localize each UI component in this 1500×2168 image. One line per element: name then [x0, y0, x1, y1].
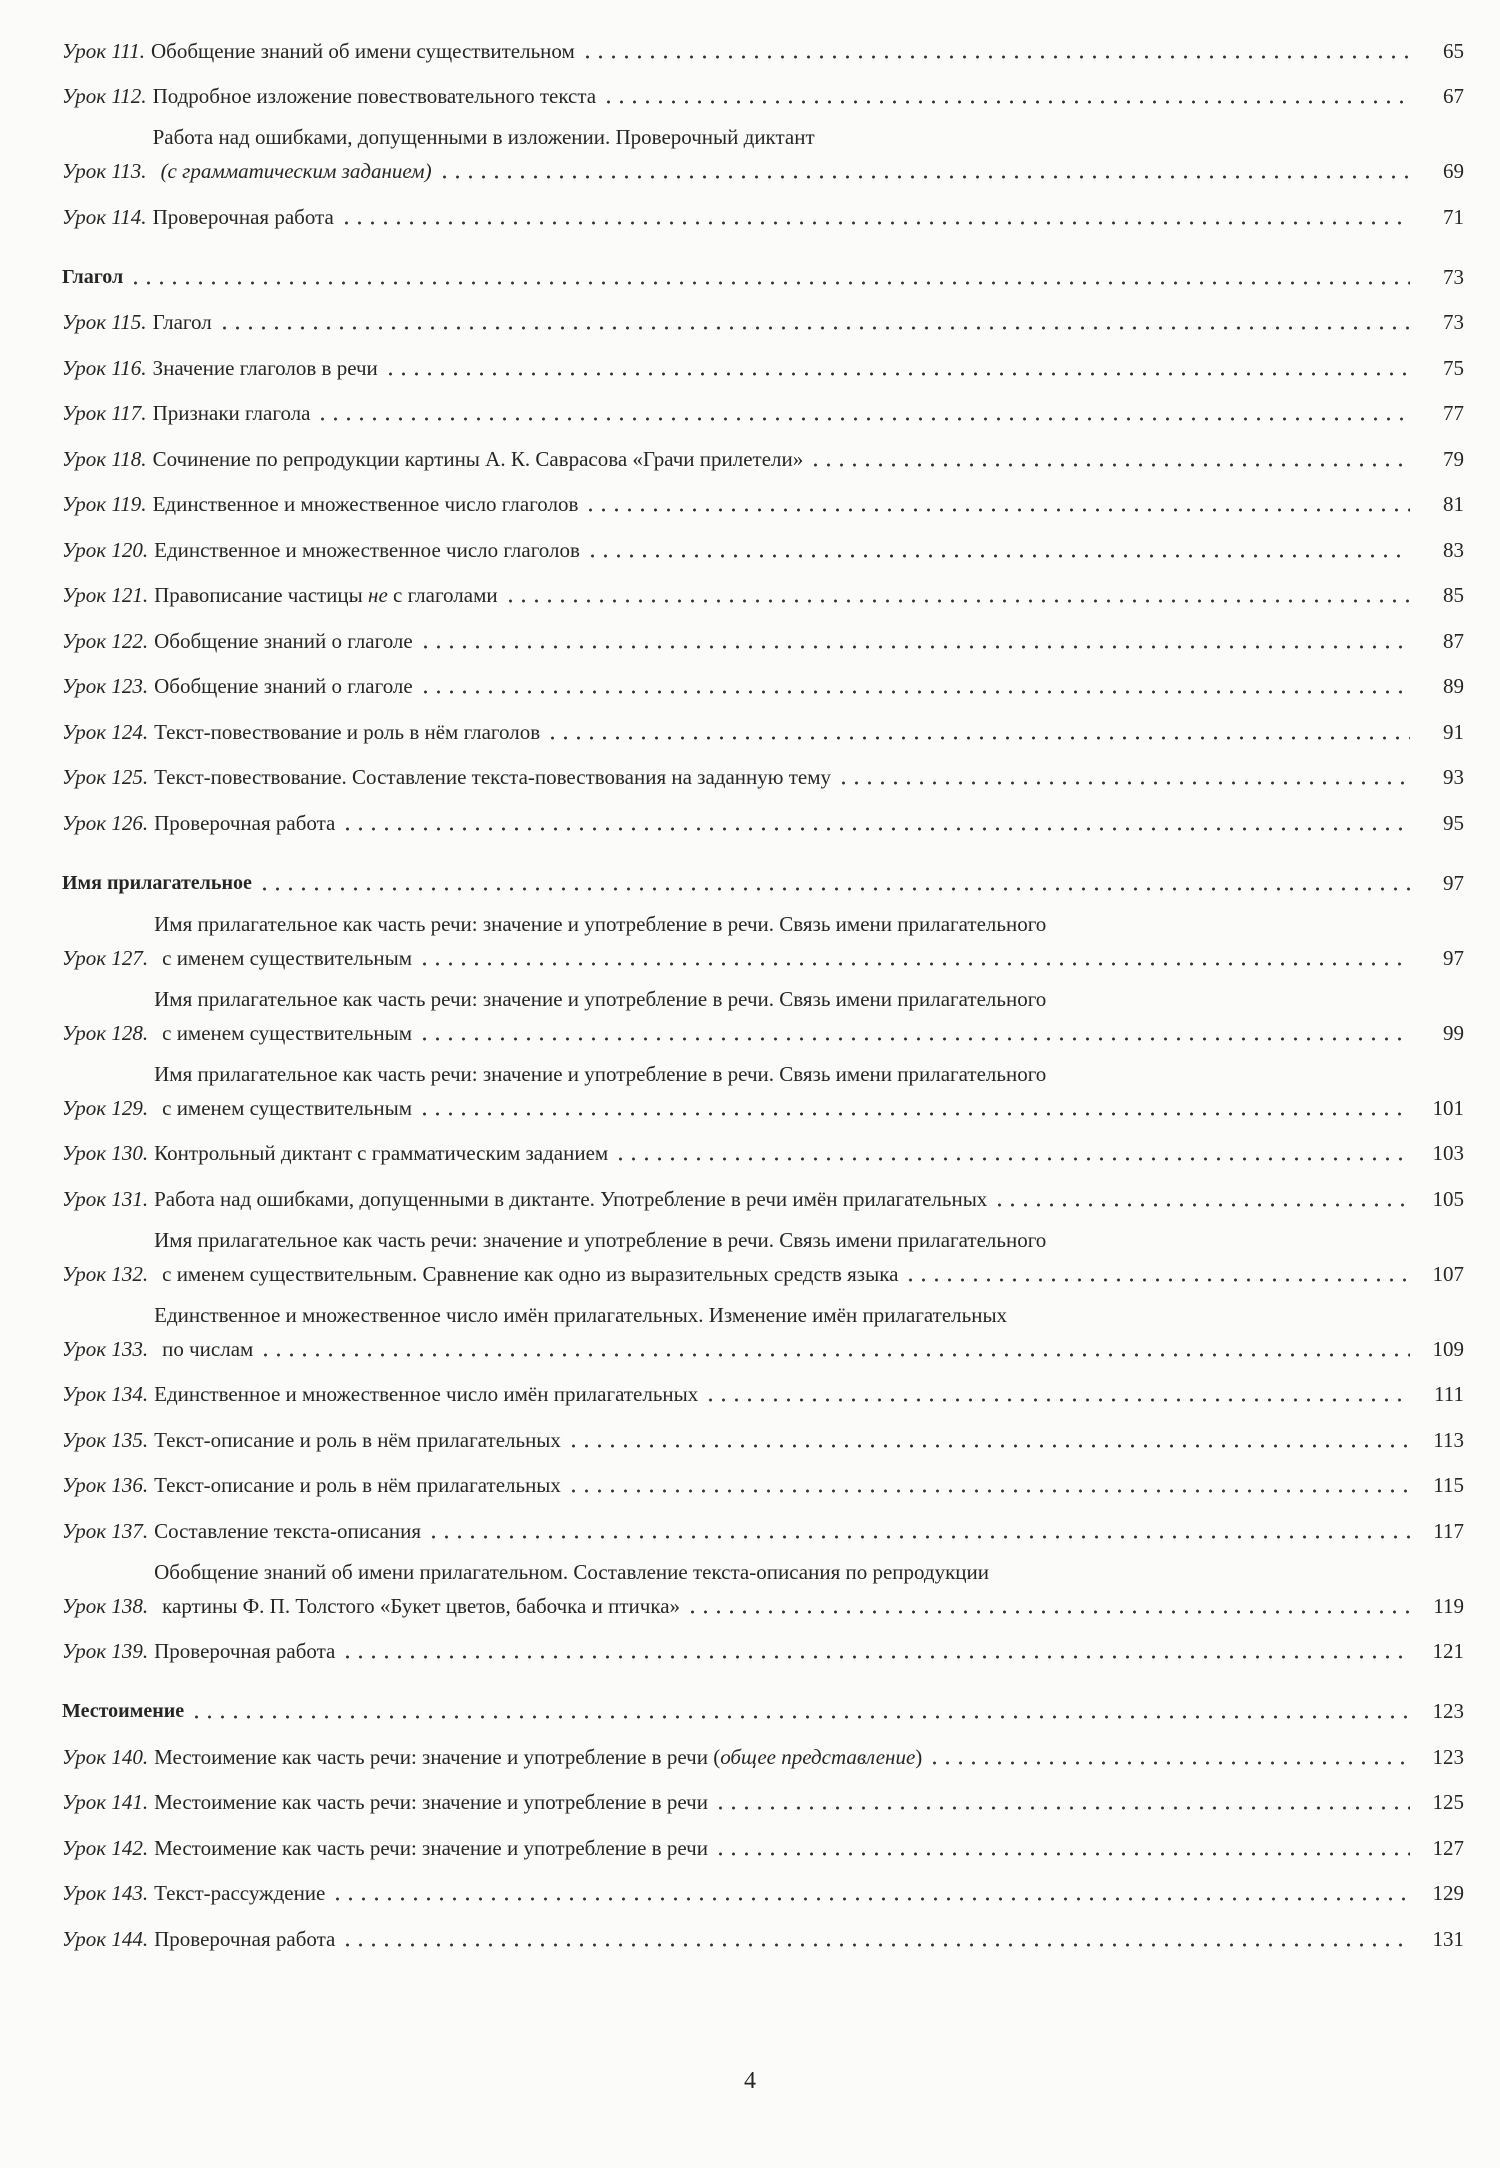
toc-entry: [62, 521, 1464, 567]
dot-leader: [341, 1653, 1410, 1661]
toc-entry: [62, 1502, 1464, 1548]
lesson-label: Урок 121.: [62, 583, 149, 607]
toc-entry: [62, 1865, 1464, 1911]
page-ref: 67: [1443, 84, 1464, 108]
lesson-label: Урок 113.: [62, 159, 147, 183]
toc-entry: [62, 1170, 1464, 1216]
lesson-title: Проверочная работа: [152, 204, 334, 229]
lesson-title: [154, 1223, 1464, 1291]
dot-leader: [567, 1487, 1410, 1495]
toc-entry: [62, 1728, 1464, 1774]
lesson-title-line: с именем существительным: [162, 945, 413, 970]
toc-entry: [62, 1774, 1464, 1820]
lesson-label: Урок 142.: [62, 1835, 149, 1860]
lesson-title: Единственное и множественное число имён прилагательных: [154, 1382, 699, 1406]
lesson-title-line: с именем существительным: [162, 1095, 413, 1120]
toc-entry: [62, 1910, 1464, 1956]
dot-leader: [316, 415, 1410, 423]
page-ref: 103: [1432, 1141, 1464, 1165]
lesson-title: Единственное и множественное число глаголов: [152, 492, 579, 516]
lesson-entry: [62, 1555, 1464, 1623]
page-ref: 85: [1443, 583, 1464, 607]
lesson-label: Урок 141.: [62, 1790, 149, 1814]
toc-entry: [62, 658, 1464, 704]
lesson-title: [154, 1740, 922, 1774]
page-ref: 97: [1443, 870, 1464, 895]
page-ref: 115: [1433, 1473, 1464, 1497]
toc-entry: [62, 339, 1464, 385]
page-ref: 119: [1433, 1593, 1464, 1618]
lesson-title: Обобщение знаний о глаголе: [154, 674, 413, 698]
lesson-entry: [62, 120, 1464, 188]
toc-entry: [62, 1291, 1464, 1366]
lesson-label: Урок 132.: [62, 1261, 149, 1286]
lesson-label: Урок 123.: [62, 674, 149, 698]
page-ref: 125: [1432, 1790, 1464, 1814]
lesson-label: Урок 115.: [62, 310, 147, 334]
lesson-title: Текст-повествование и роль в нём глаголов: [154, 719, 541, 744]
lesson-label: Урок 124.: [62, 719, 149, 744]
toc-entry: [62, 385, 1464, 431]
toc-entry: [62, 1125, 1464, 1171]
lesson-title-line: по числам: [162, 1336, 254, 1361]
lesson-title: Контрольный диктант с грамматическим заданием: [154, 1141, 609, 1165]
section-title: Имя прилагательное: [62, 871, 252, 894]
lesson-label: Урок 131.: [62, 1186, 149, 1211]
page-ref: 95: [1443, 810, 1464, 835]
lesson-label: Урок 143.: [62, 1881, 149, 1905]
lesson-label: Урок 114.: [62, 204, 147, 229]
page-ref: 77: [1443, 401, 1464, 425]
toc-entry: [62, 22, 1464, 68]
lesson-label: Урок 127.: [62, 945, 149, 970]
page-ref: 93: [1443, 765, 1464, 789]
page-ref: 127: [1432, 1835, 1464, 1860]
dot-leader: [418, 1110, 1410, 1118]
toc-entry: [62, 430, 1464, 476]
dot-leader: [904, 1276, 1410, 1284]
lesson-title-line: картины Ф. П. Толстого «Букет цветов, бабочка и птичка»: [162, 1593, 681, 1618]
lesson-label: Урок 119.: [62, 492, 147, 516]
toc-entry: [62, 567, 1464, 613]
lesson-title-line: Имя прилагательное как часть речи: значение и употребление в речи. Связь имени прилагательного: [154, 1061, 1047, 1086]
lesson-label: Урок 125.: [62, 765, 149, 789]
lesson-title: Текст-повествование. Составление текста-повествования на заданную тему: [154, 765, 832, 789]
lesson-title: Текст-описание и роль в нём прилагательных: [154, 1473, 561, 1497]
page-ref: 75: [1443, 355, 1464, 380]
page-ref: 71: [1443, 204, 1464, 229]
toc-entry: [62, 1366, 1464, 1412]
toc-entry: [62, 1457, 1464, 1503]
lesson-title: Глагол: [152, 310, 212, 334]
lesson-title-part: Местоимение как часть речи: значение и употребление в речи (: [154, 1744, 721, 1769]
lesson-title: [154, 907, 1464, 975]
toc-entry: [62, 1819, 1464, 1865]
toc-entry: [62, 975, 1464, 1050]
page-ref: 69: [1443, 159, 1464, 183]
toc-entry: [62, 294, 1464, 340]
lesson-title: Составление текста-описания: [154, 1518, 421, 1543]
toc-entry: [62, 794, 1464, 840]
lesson-title: Проверочная работа: [154, 1639, 336, 1663]
page-ref: 101: [1432, 1095, 1464, 1120]
page-ref: 131: [1432, 1926, 1464, 1951]
dot-leader: [341, 1941, 1410, 1949]
toc-entry: [62, 188, 1464, 234]
dot-leader: [418, 960, 1410, 968]
page-ref: 73: [1443, 310, 1464, 334]
lesson-title: Местоимение как часть речи: значение и употребление в речи: [154, 1790, 708, 1814]
dot-leader: [993, 1201, 1410, 1209]
lesson-title: [154, 1057, 1464, 1125]
lesson-title-part: с глаголами: [387, 583, 498, 607]
toc-entry: [62, 1411, 1464, 1457]
lesson-title-line: (с грамматическим заданием): [160, 159, 432, 183]
page-ref: 123: [1432, 1699, 1464, 1723]
lesson-label: Урок 134.: [62, 1382, 149, 1406]
page-ref: 105: [1432, 1186, 1464, 1211]
lesson-entry: [62, 1057, 1464, 1125]
lesson-title-line: Работа над ошибками, допущенными в изложении. Проверочный диктант: [152, 125, 815, 149]
lesson-label: Урок 137.: [62, 1518, 149, 1543]
lesson-title: Единственное и множественное число глаголов: [154, 537, 580, 562]
page-ref: 107: [1432, 1261, 1464, 1286]
lesson-label: Урок 136.: [62, 1473, 149, 1497]
dot-leader: [686, 1608, 1410, 1616]
dot-leader: [567, 1442, 1410, 1450]
toc-entry: [62, 113, 1464, 188]
dot-leader: [581, 53, 1410, 61]
lesson-title: Подробное изложение повествовательного текста: [152, 84, 597, 108]
lesson-title-continuation: [154, 1091, 1464, 1125]
lesson-entry: [62, 1298, 1464, 1366]
page-ref: 113: [1433, 1427, 1464, 1452]
lesson-title-continuation: [154, 1589, 1464, 1623]
page-ref: 117: [1433, 1518, 1464, 1543]
dot-leader: [928, 1759, 1410, 1767]
dot-leader: [331, 1895, 1410, 1903]
lesson-title-part: ): [915, 1744, 923, 1769]
lesson-title: Обобщение знаний о глаголе: [154, 628, 413, 653]
lesson-title-line: с именем существительным: [162, 1020, 413, 1045]
page-ref: 123: [1432, 1744, 1464, 1769]
page-number: 4: [744, 2068, 756, 2094]
dot-leader: [341, 825, 1410, 833]
lesson-label: Урок 144.: [62, 1926, 149, 1951]
section-heading: [62, 1668, 1464, 1728]
dot-leader: [584, 506, 1410, 514]
lesson-title-continuation: [154, 1332, 1464, 1366]
lesson-title: [154, 578, 497, 612]
lesson-title-line: Имя прилагательное как часть речи: значение и употребление в речи. Связь имени прилагательного: [154, 1227, 1047, 1252]
lesson-label: Урок 135.: [62, 1427, 149, 1452]
section-title: Глагол: [62, 265, 124, 288]
page-ref: 111: [1434, 1382, 1464, 1406]
toc-entry: [62, 1050, 1464, 1125]
toc-entry: [62, 749, 1464, 795]
dot-leader: [419, 643, 1410, 651]
page-ref: 73: [1443, 264, 1464, 289]
lesson-title: Сочинение по репродукции картины А. К. Саврасова «Грачи прилетели»: [152, 446, 804, 471]
lesson-title: [153, 120, 1464, 188]
dot-leader: [438, 173, 1410, 181]
lesson-label: Урок 117.: [62, 401, 147, 425]
lesson-entry: [62, 982, 1464, 1050]
dot-leader: [714, 1850, 1410, 1858]
page-ref: 97: [1443, 945, 1464, 970]
dot-leader: [218, 324, 1410, 332]
dot-leader: [418, 1035, 1410, 1043]
page-ref: 89: [1443, 674, 1464, 698]
lesson-label: Урок 118.: [62, 446, 147, 471]
lesson-title-italic: общее представление: [720, 1744, 916, 1769]
lesson-label: Урок 122.: [62, 628, 149, 653]
toc-entry: [62, 1216, 1464, 1291]
page-ref: 109: [1432, 1336, 1464, 1361]
dot-leader: [614, 1155, 1410, 1163]
lesson-title: Местоимение как часть речи: значение и употребление в речи: [154, 1835, 708, 1860]
lesson-title: Обобщение знаний об имени существительном: [151, 38, 575, 63]
section-heading: [62, 840, 1464, 900]
dot-leader: [704, 1396, 1410, 1404]
lesson-title: Работа над ошибками, допущенными в диктанте. Употребление в речи имён прилагательных: [154, 1186, 988, 1211]
dot-leader: [602, 98, 1410, 106]
lesson-title-line: с именем существительным. Сравнение как одно из выразительных средств языка: [162, 1261, 899, 1286]
lesson-title-line: Имя прилагательное как часть речи: значение и употребление в речи. Связь имени прилагательного: [154, 911, 1047, 936]
dot-leader: [427, 1533, 1410, 1541]
dot-leader: [259, 1351, 1410, 1359]
lesson-title-continuation: [154, 1257, 1464, 1291]
page-ref: 65: [1443, 38, 1464, 63]
lesson-title-part: Правописание частицы: [154, 583, 369, 607]
dot-leader: [714, 1804, 1410, 1812]
lesson-title: Признаки глагола: [152, 401, 311, 425]
lesson-label: Урок 129.: [62, 1095, 149, 1120]
toc-entry: [62, 612, 1464, 658]
lesson-label: Урок 111.: [62, 38, 145, 63]
lesson-entry: [62, 907, 1464, 975]
lesson-label: Урок 126.: [62, 810, 149, 835]
dot-leader: [419, 688, 1410, 696]
page-ref: 91: [1443, 719, 1464, 744]
page-ref: 81: [1443, 492, 1464, 516]
page-ref: 99: [1443, 1020, 1464, 1045]
lesson-title: [154, 982, 1464, 1050]
page-ref: 129: [1432, 1881, 1464, 1905]
lesson-title-continuation: [154, 1016, 1464, 1050]
lesson-label: Урок 128.: [62, 1020, 149, 1045]
toc-entry: [62, 703, 1464, 749]
page-ref: 79: [1443, 446, 1464, 471]
dot-leader: [837, 779, 1410, 787]
section-title: Местоимение: [62, 1700, 185, 1722]
dot-leader: [384, 370, 1410, 378]
dot-leader: [129, 279, 1410, 287]
lesson-title: Значение глаголов в речи: [152, 355, 378, 380]
toc-entry: [62, 900, 1464, 975]
lesson-title: [154, 1555, 1464, 1623]
lesson-label: Урок 140.: [62, 1744, 149, 1769]
lesson-label: Урок 130.: [62, 1141, 149, 1165]
lesson-title-continuation: [154, 941, 1464, 975]
section-heading: [62, 234, 1464, 294]
lesson-title-line: Имя прилагательное как часть речи: значение и употребление в речи. Связь имени прилагательного: [154, 986, 1047, 1011]
lesson-title-italic: не: [368, 583, 388, 607]
table-of-contents: [62, 22, 1464, 1956]
lesson-title-continuation: [153, 154, 1464, 188]
toc-entry: [62, 1548, 1464, 1623]
lesson-entry: [62, 1223, 1464, 1291]
toc-entry: [62, 476, 1464, 522]
lesson-title: [154, 1298, 1464, 1366]
lesson-label: Урок 139.: [62, 1639, 149, 1663]
lesson-label: Урок 120.: [62, 537, 149, 562]
lesson-title-line: Обобщение знаний об имени прилагательном. Составление текста-описания по репродукции: [154, 1559, 990, 1584]
page-ref: 83: [1443, 537, 1464, 562]
lesson-title: Проверочная работа: [154, 810, 336, 835]
toc-entry: [62, 68, 1464, 114]
lesson-title: Текст-описание и роль в нём прилагательных: [154, 1427, 561, 1452]
lesson-title-line: Единственное и множественное число имён прилагательных. Изменение имён прилагательных: [154, 1302, 1008, 1327]
toc-entry: [62, 1623, 1464, 1669]
dot-leader: [340, 219, 1410, 227]
dot-leader: [258, 885, 1410, 893]
lesson-label: Урок 112.: [62, 84, 147, 108]
lesson-label: Урок 138.: [62, 1593, 149, 1618]
page-ref: 121: [1432, 1639, 1464, 1663]
dot-leader: [809, 461, 1410, 469]
dot-leader: [546, 734, 1410, 742]
lesson-title: Текст-рассуждение: [154, 1881, 326, 1905]
dot-leader: [190, 1713, 1410, 1721]
lesson-label: Урок 133.: [62, 1336, 149, 1361]
dot-leader: [586, 552, 1410, 560]
lesson-title: Проверочная работа: [154, 1926, 336, 1951]
dot-leader: [504, 597, 1410, 605]
page-ref: 87: [1443, 628, 1464, 653]
lesson-label: Урок 116.: [62, 355, 147, 380]
